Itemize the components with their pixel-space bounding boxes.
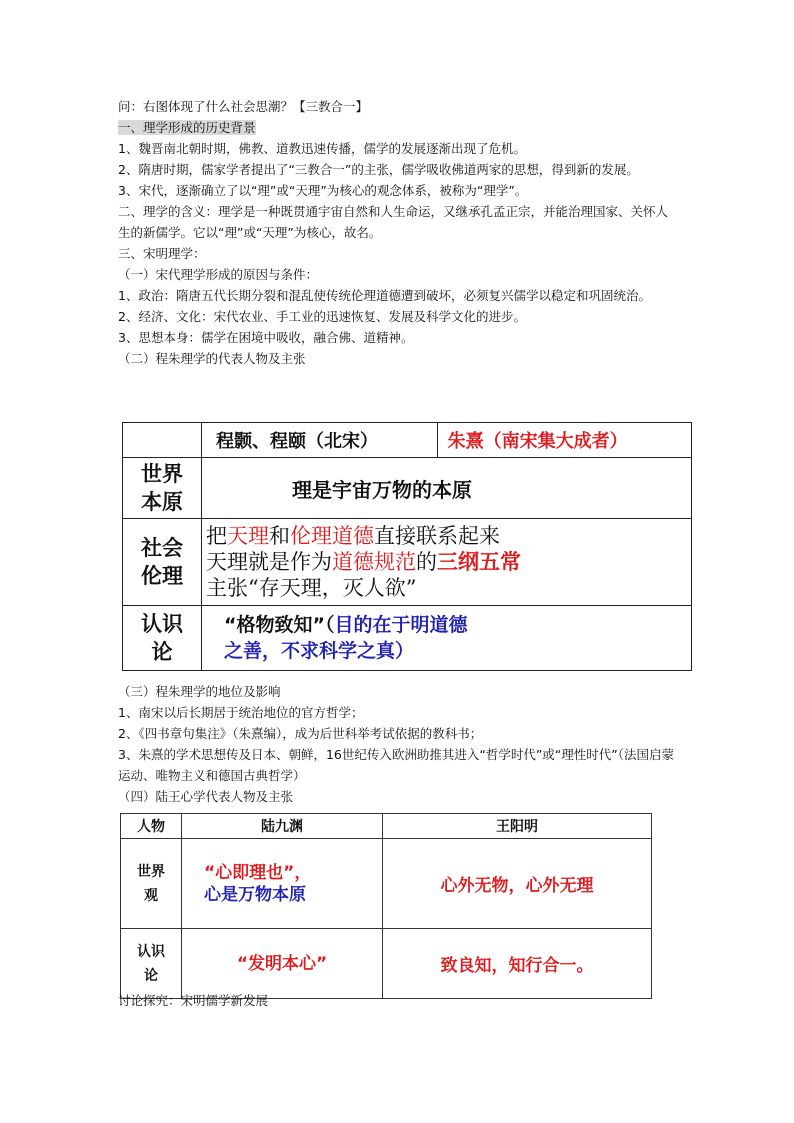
sec1-item-3: 3、宋代，逐渐确立了以“理”或“天理”为核心的观念体系，被称为“理学”。 xyxy=(118,183,528,198)
header-person: 人物 xyxy=(121,814,182,839)
row-label-epistemology-2: 认识论 xyxy=(121,929,182,999)
cheng-zhu-table xyxy=(122,422,692,671)
sub3-item-1: 1、南宋以后长期居于统治地位的官方哲学； xyxy=(118,705,364,720)
lu-worldview: “心即理也”， 心是万物本原 xyxy=(182,839,383,929)
sec1-item-2: 2、隋唐时期，儒家学者提出了“三教合一”的主张，儒学吸收佛道两家的思想，得到新的发展。 xyxy=(118,162,639,177)
question: 问：右图体现了什么社会思潮？【三教合一】 xyxy=(118,99,369,114)
wang-epistemology: 致良知，知行合一。 xyxy=(383,929,652,999)
sub1-item-2: 2、经济、文化：宋代农业、手工业的迅速恢复、发展及科学文化的进步。 xyxy=(118,309,526,324)
row-label-world-origin: 世界本原 xyxy=(123,458,202,519)
sub1-item-3: 3、思想本身：儒学在困境中吸收，融合佛、道精神。 xyxy=(118,330,414,345)
epistemology-text: “格物致知”（目的在于明道德 之善，不求科学之真） xyxy=(202,606,692,671)
sub4-title: （四）陆王心学代表人物及主张 xyxy=(118,789,294,804)
wang-worldview: 心外无物，心外无理 xyxy=(383,839,652,929)
section-1-title: 一、理学形成的历史背景 xyxy=(118,120,256,135)
sub3-item-3: 3、朱熹的学术思想传及日本、朝鲜，16世纪传入欧洲助推其进入“哲学时代”或“理性时代”（法国启蒙运动、唯物主义和德国古典哲学） xyxy=(118,747,675,783)
sub2-title: （二）程朱理学的代表人物及主张 xyxy=(118,351,306,366)
text-body xyxy=(118,96,678,369)
sec1-item-1: 1、魏晋南北朝时期，佛教、道教迅速传播，儒学的发展逐渐出现了危机。 xyxy=(118,141,526,156)
social-ethics-text: 把天理和伦理道德直接联系起来 天理就是作为道德规范的三纲五常 主张“存天理，灭人欲” xyxy=(202,519,692,606)
lu-epistemology: “发明本心” xyxy=(182,929,383,999)
lu-wang-table xyxy=(120,813,652,999)
row-label-social-ethics: 社会伦理 xyxy=(123,519,202,606)
row-label-worldview: 世界观 xyxy=(121,839,182,929)
sub1-title: （一）宋代理学形成的原因与条件： xyxy=(118,267,319,282)
section-3-title: 三、宋明理学： xyxy=(118,246,206,261)
footer-discussion: 讨论探究：宋明儒学新发展 xyxy=(118,993,269,1008)
sub1-item-1: 1、政治：隋唐五代长期分裂和混乱使传统伦理道德遭到破坏，必须复兴儒学以稳定和巩固统治。 xyxy=(118,288,651,303)
row-label-epistemology: 认识论 xyxy=(123,606,202,671)
header-lu-jiuyuan: 陆九渊 xyxy=(182,814,383,839)
text-body-2 xyxy=(118,681,678,807)
section-2-definition: 二、理学的含义：理学是一种既贯通宇宙自然和人生命运，又继承孔孟正宗，并能治理国家、关怀人生的新儒学。它以“理”或“天理”为核心，故名。 xyxy=(118,204,669,240)
sub3-item-2: 2、《四书章句集注》（朱熹编），成为后世科举考试依据的教科书； xyxy=(118,726,483,741)
cheng-brothers-header: 程颢、程颐（北宋） xyxy=(202,423,438,458)
world-origin-text: 理是宇宙万物的本原 xyxy=(202,458,692,519)
sub3-title: （三）程朱理学的地位及影响 xyxy=(118,684,281,699)
zhu-xi-header: 朱熹（南宋集大成者） xyxy=(437,423,691,458)
header-wang-yangming: 王阳明 xyxy=(383,814,652,839)
